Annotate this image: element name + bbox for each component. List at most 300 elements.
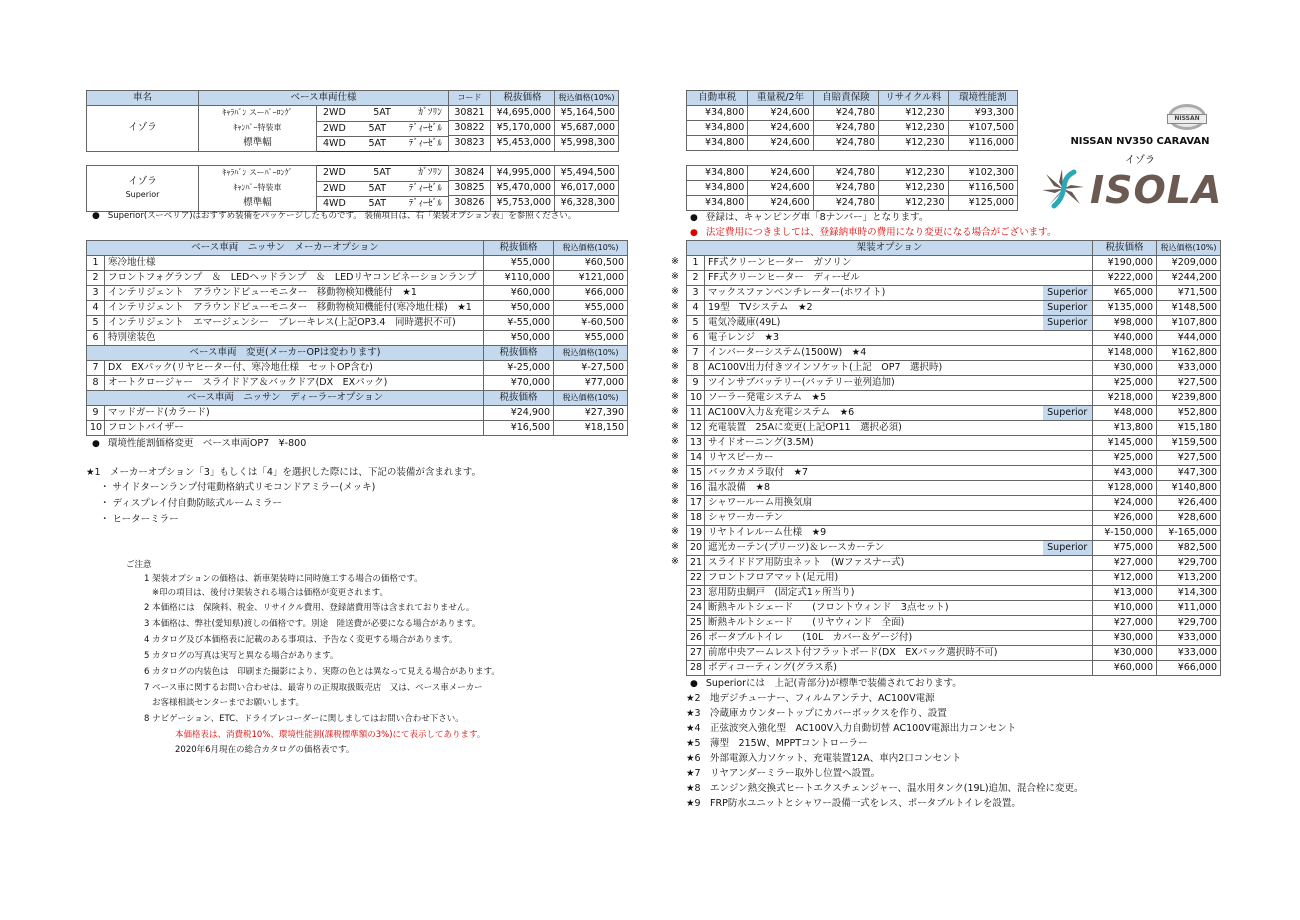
option-name: 前席中央アームレスト付フラットボード(DX EXパック選択時不可): [705, 646, 1043, 661]
option-no: 17: [687, 496, 705, 511]
fee: ¥12,230: [879, 181, 948, 196]
after-install-mark: ※: [671, 556, 679, 567]
option-name: フロントフォグランプ ＆ LEDヘッドランプ ＆ LEDリヤコンビネーションランプ: [105, 271, 484, 286]
after-install-mark: ※: [671, 391, 679, 402]
header-weight-tax: 重量税/2年: [748, 91, 813, 106]
option-price: ¥13,000: [1093, 586, 1157, 601]
caution-line: 2 本価格には 保険料、税金、リサイクル費用、登録諸費用等は含まれておりません。: [144, 603, 475, 613]
option-price: ¥40,000: [1093, 331, 1157, 346]
option-no: 8: [687, 361, 705, 376]
body-options-table: [686, 240, 1221, 676]
body-option-row: [687, 256, 1221, 271]
fee: ¥12,230: [879, 136, 948, 151]
option-price: ¥30,000: [1093, 361, 1157, 376]
caution-line: 4 カタログ及び本価格表に記載のある事項は、予告なく変更する場合があります。: [144, 635, 458, 645]
option-price: ¥222,000: [1093, 271, 1157, 286]
option-no: 7: [87, 361, 105, 376]
drive: 2WD: [323, 167, 346, 178]
star1-item: ・ ヒーターミラー: [100, 514, 179, 525]
star-note: ★7 リヤアンダーミラー取外し位置へ設置。: [686, 768, 881, 779]
fee: ¥12,230: [879, 121, 948, 136]
fees-row: [687, 166, 1018, 181]
spec-drivetrain: [317, 121, 448, 136]
code: 30826: [449, 196, 491, 212]
drive: 2WD: [323, 107, 346, 118]
superior-tag-cell: [1043, 451, 1093, 466]
option-row: [87, 376, 628, 391]
option-price-tax: ¥140,800: [1157, 481, 1221, 496]
body-option-row: [687, 376, 1221, 391]
superior-tag-cell: [1043, 661, 1093, 676]
option-price: ¥135,000: [1093, 301, 1157, 316]
superior-note: ● Superior(スーペリア)はおすすめ装備をパッケージしたものです。 装備項目は、右「架装オプション表」を参照ください。: [92, 209, 576, 224]
header-auto-tax: 自動車税: [687, 91, 748, 106]
option-row: [87, 286, 628, 301]
fuel: ｶﾞｿﾘﾝ: [418, 167, 442, 178]
header-price-tax: 税込価格(10%): [554, 346, 628, 361]
price-tax: ¥6,017,000: [555, 181, 619, 196]
dealer-options-title: ベース車両 ニッサン ディーラーオプション: [87, 391, 484, 406]
fee: ¥24,600: [748, 121, 813, 136]
option-no: 2: [687, 271, 705, 286]
fuel: ﾃﾞｨｰｾﾞﾙ: [408, 137, 442, 149]
car-name-superior: [87, 166, 199, 212]
option-no: 10: [87, 421, 105, 436]
option-no: 15: [687, 466, 705, 481]
option-price-tax: ¥121,000: [554, 271, 628, 286]
fee: ¥34,800: [687, 121, 748, 136]
option-no: 21: [687, 556, 705, 571]
code: 30824: [449, 166, 491, 181]
fee: ¥125,000: [948, 196, 1018, 211]
option-name: シャワールーム用換気扇: [705, 496, 1043, 511]
option-price-tax: ¥13,200: [1157, 571, 1221, 586]
superior-tag-cell: [1043, 331, 1093, 346]
option-name: 遮光カーテン(プリーツ)＆レースカーテン: [705, 541, 1043, 556]
option-row: [87, 271, 628, 286]
option-price: ¥48,000: [1093, 406, 1157, 421]
option-price-tax: ¥33,000: [1157, 361, 1221, 376]
option-price: ¥13,800: [1093, 421, 1157, 436]
base-options-table: [86, 240, 628, 436]
body-option-row: [687, 511, 1221, 526]
fee: ¥24,600: [748, 196, 813, 211]
drive: 2WD: [323, 182, 346, 194]
option-no: 5: [687, 316, 705, 331]
option-no: 24: [687, 601, 705, 616]
header-insurance: 自賠責保険: [813, 91, 878, 106]
superior-tag-cell: [1043, 406, 1093, 421]
option-no: 14: [687, 451, 705, 466]
model-name: NISSAN NV350 CARAVAN: [1070, 136, 1210, 147]
option-name: オートクロージャー スライドドア＆バックドア(DX EXパック): [105, 376, 484, 391]
option-name: インテリジェント アラウンドビューモニター 移動物検知機能付 ★1: [105, 286, 484, 301]
superior-tag-cell: [1043, 436, 1093, 451]
price: ¥4,995,000: [491, 166, 555, 181]
transmission: 5AT: [368, 122, 387, 134]
option-row: [87, 331, 628, 346]
option-no: 12: [687, 421, 705, 436]
price-tax: ¥5,494,500: [555, 166, 619, 181]
option-price-tax: ¥66,000: [1157, 661, 1221, 676]
option-no: 20: [687, 541, 705, 556]
after-install-mark: ※: [671, 286, 679, 297]
isola-logo-text: ISOLA: [1090, 168, 1223, 212]
option-price-tax: ¥11,000: [1157, 601, 1221, 616]
after-install-mark: ※: [671, 376, 679, 387]
option-price: ¥30,000: [1093, 631, 1157, 646]
fuel: ﾃﾞｨｰｾﾞﾙ: [408, 197, 442, 209]
header-price-tax: 税込価格(10%): [554, 241, 628, 256]
registration-note: ● 登録は、キャンピング車「8ナンバー」となります。: [690, 210, 928, 226]
nissan-badge-text: NISSAN: [1167, 114, 1207, 124]
fee: ¥12,230: [879, 196, 948, 211]
option-name: FF式クリーンヒーター ディーゼル: [705, 271, 1043, 286]
option-name: ソーラー発電システム ★5: [705, 391, 1043, 406]
option-price: ¥-25,000: [484, 361, 554, 376]
superior-tag: Superior: [1043, 301, 1093, 315]
fee: ¥116,500: [948, 181, 1018, 196]
star-note: ★5 薄型 215W、MPPTコントローラー: [686, 738, 868, 749]
change-options-title: ベース車両 変更(メーカーOPは変わります): [87, 346, 484, 361]
option-name: シャワーカーテン: [705, 511, 1043, 526]
option-price-tax: ¥159,500: [1157, 436, 1221, 451]
after-install-mark: ※: [671, 331, 679, 342]
option-price-tax: ¥77,000: [554, 376, 628, 391]
env-tax-note: ● 環境性能割価格変更 ベース車両OP7 ¥-800: [92, 436, 306, 452]
option-price-tax: ¥107,800: [1157, 316, 1221, 331]
after-install-mark: ※: [671, 301, 679, 312]
body-option-row: [687, 616, 1221, 631]
after-install-mark: ※: [671, 436, 679, 447]
body-option-row: [687, 361, 1221, 376]
fee: ¥24,600: [748, 181, 813, 196]
header-env-tax: 環境性能割: [948, 91, 1018, 106]
body-option-row: [687, 316, 1221, 331]
body-option-row: [687, 556, 1221, 571]
after-install-mark: ※: [671, 316, 679, 327]
option-no: 26: [687, 631, 705, 646]
option-price: ¥110,000: [484, 271, 554, 286]
spec-line: ｷｬﾗﾊﾞﾝ スーﾊﾟｰﾛﾝｸﾞ: [199, 106, 317, 121]
fee: ¥102,300: [948, 166, 1018, 181]
option-price-tax: ¥27,500: [1157, 376, 1221, 391]
superior-tag-cell: [1043, 496, 1093, 511]
option-name: DX EXパック(リヤヒーター付、寒冷地仕様 セットOP含む): [105, 361, 484, 376]
superior-tag-cell: [1043, 646, 1093, 661]
body-option-row: [687, 526, 1221, 541]
option-name: FF式クリーンヒーター ガソリン: [705, 256, 1043, 271]
header-recycle: リサイクル料: [879, 91, 948, 106]
base-vehicle-table-superior: [86, 165, 619, 212]
option-price-tax: ¥27,390: [554, 406, 628, 421]
option-name: リヤトイレルーム仕様 ★9: [705, 526, 1043, 541]
transmission: 5AT: [373, 167, 391, 178]
spec-line: ｷｬﾗﾊﾞﾝ スーﾊﾟｰﾛﾝｸﾞ: [199, 166, 317, 181]
spec-line: 標準幅: [199, 196, 317, 212]
superior-tag-cell: [1043, 346, 1093, 361]
drive: 2WD: [323, 122, 346, 134]
fee: ¥24,780: [813, 166, 878, 181]
option-price: ¥145,000: [1093, 436, 1157, 451]
option-name: ボディコーティング(グラス系): [705, 661, 1043, 676]
fuel: ｶﾞｿﾘﾝ: [418, 107, 442, 118]
legal-fees-note: ● 法定費用につきましては、登録納車時の費用になり変更になる場合がございます。: [690, 225, 1056, 241]
catalog-date-note: 2020年6月現在の総合カタログの価格表です。: [175, 745, 355, 755]
car-name: イゾラ: [128, 176, 157, 188]
superior-tag-cell: [1043, 601, 1093, 616]
option-no: 2: [87, 271, 105, 286]
header-base-spec: ベース車両仕様: [199, 91, 449, 106]
after-install-mark: ※: [671, 481, 679, 492]
drive: 4WD: [323, 137, 346, 149]
superior-tag-cell: [1043, 571, 1093, 586]
body-option-row: [687, 271, 1221, 286]
superior-tag: Superior: [1043, 541, 1093, 555]
fee: ¥24,600: [748, 166, 813, 181]
star1-item: ・ サイドターンランプ付電動格納式リモコンドアミラー(メッキ): [100, 482, 376, 493]
star-note: ★8 エンジン熱交換式ヒートエクスチェンジャー、温水用タンク(19L)追加、混合栓に変更。: [686, 783, 1084, 794]
body-option-row: [687, 421, 1221, 436]
option-price: ¥12,000: [1093, 571, 1157, 586]
star-note: ★9 FRP防水ユニットとシャワー設備一式をレス、ポータブルトイレを設置。: [686, 798, 1021, 809]
superior-standard-note: ● Superiorには 上記(青部分)が標準で装備されております。: [690, 676, 962, 692]
superior-tag-cell: [1043, 391, 1093, 406]
option-no: 4: [87, 301, 105, 316]
superior-tag-cell: [1043, 631, 1093, 646]
fuel: ﾃﾞｨｰｾﾞﾙ: [408, 122, 442, 134]
header-price: 税抜価格: [491, 91, 555, 106]
fee: ¥24,780: [813, 121, 878, 136]
body-option-row: [687, 631, 1221, 646]
superior-tag: Superior: [1043, 286, 1093, 300]
after-install-mark: ※: [671, 541, 679, 552]
body-option-row: [687, 601, 1221, 616]
option-price: ¥218,000: [1093, 391, 1157, 406]
body-option-row: [687, 406, 1221, 421]
option-no: 25: [687, 616, 705, 631]
option-price-tax: ¥239,800: [1157, 391, 1221, 406]
fees-row: [687, 196, 1018, 211]
body-option-row: [687, 451, 1221, 466]
option-price: ¥25,000: [1093, 451, 1157, 466]
fee: ¥24,780: [813, 136, 878, 151]
superior-tag-cell: [1043, 421, 1093, 436]
option-price: ¥75,000: [1093, 541, 1157, 556]
after-install-mark: ※: [671, 406, 679, 417]
option-price-tax: ¥29,700: [1157, 616, 1221, 631]
option-price: ¥16,500: [484, 421, 554, 436]
option-price-tax: ¥-165,000: [1157, 526, 1221, 541]
fee: ¥34,800: [687, 106, 748, 121]
option-no: 3: [687, 286, 705, 301]
option-price: ¥98,000: [1093, 316, 1157, 331]
header-price-tax: 税込価格(10%): [1157, 241, 1221, 256]
after-install-mark: ※: [671, 496, 679, 507]
superior-tag-cell: [1043, 361, 1093, 376]
fee: ¥34,800: [687, 196, 748, 211]
caution-line: 8 ナビゲーション、ETC、ドライブレコーダーに関しましてはお問い合わせ下さい。: [144, 714, 464, 724]
transmission: 5AT: [373, 107, 391, 118]
isola-logo-mark-icon: [1040, 166, 1086, 212]
option-price-tax: ¥28,600: [1157, 511, 1221, 526]
after-install-mark: ※: [671, 421, 679, 432]
option-no: 8: [87, 376, 105, 391]
body-option-row: [687, 466, 1221, 481]
option-price: ¥60,000: [484, 286, 554, 301]
option-price: ¥-55,000: [484, 316, 554, 331]
option-price-tax: ¥55,000: [554, 301, 628, 316]
option-no: 27: [687, 646, 705, 661]
option-name: 特別塗装色: [105, 331, 484, 346]
option-price-tax: ¥52,800: [1157, 406, 1221, 421]
option-price-tax: ¥29,700: [1157, 556, 1221, 571]
spec-drivetrain: [317, 166, 448, 180]
after-install-mark: ※: [671, 361, 679, 372]
option-no: 9: [87, 406, 105, 421]
option-name: 電気冷蔵庫(49L): [705, 316, 1043, 331]
superior-tag-cell: [1043, 286, 1093, 301]
option-price-tax: ¥33,000: [1157, 646, 1221, 661]
option-name: 19型 TVシステム ★2: [705, 301, 1043, 316]
option-price: ¥30,000: [1093, 646, 1157, 661]
model-kana: イゾラ: [1125, 155, 1155, 166]
option-no: 13: [687, 436, 705, 451]
option-price-tax: ¥209,000: [1157, 256, 1221, 271]
code: 30822: [449, 121, 491, 136]
price: ¥5,170,000: [491, 121, 555, 136]
superior-tag-cell: [1043, 481, 1093, 496]
body-option-row: [687, 571, 1221, 586]
option-no: 6: [87, 331, 105, 346]
after-install-mark: ※: [671, 466, 679, 477]
star-note: ★3 冷蔵庫カウンタートップにカバーボックスを作り、設置: [686, 708, 947, 719]
fee: ¥24,600: [748, 136, 813, 151]
body-option-row: [687, 286, 1221, 301]
header-price-tax: 税込価格(10%): [555, 91, 619, 106]
after-install-mark: ※: [671, 526, 679, 537]
option-no: 18: [687, 511, 705, 526]
after-install-mark: ※: [671, 451, 679, 462]
price-tax: ¥5,687,000: [555, 121, 619, 136]
option-row: [87, 301, 628, 316]
option-price-tax: ¥27,500: [1157, 451, 1221, 466]
body-option-row: [687, 436, 1221, 451]
option-no: 23: [687, 586, 705, 601]
option-no: 5: [87, 316, 105, 331]
fee: ¥107,500: [948, 121, 1018, 136]
body-option-row: [687, 391, 1221, 406]
option-price: ¥25,000: [1093, 376, 1157, 391]
option-price: ¥50,000: [484, 301, 554, 316]
superior-tag-cell: [1043, 376, 1093, 391]
car-name: イゾラ: [87, 106, 199, 152]
fees-row: [687, 106, 1018, 121]
option-price: ¥10,000: [1093, 601, 1157, 616]
option-name: AC100V出力付きツインソケット(上記 OP7 選択時): [705, 361, 1043, 376]
superior-tag-cell: [1043, 301, 1093, 316]
option-name: ツインサブバッテリー(バッテリー並列追加): [705, 376, 1043, 391]
body-option-row: [687, 346, 1221, 361]
maker-options-title: ベース車両 ニッサン メーカーオプション: [87, 241, 484, 256]
header-price: 税抜価格: [484, 241, 554, 256]
after-install-mark: ※: [671, 511, 679, 522]
option-price-tax: ¥-27,500: [554, 361, 628, 376]
cautions-title: ご注意: [126, 560, 152, 570]
header-code: コード: [449, 91, 491, 106]
option-price-tax: ¥47,300: [1157, 466, 1221, 481]
option-price-tax: ¥18,150: [554, 421, 628, 436]
option-no: 22: [687, 571, 705, 586]
superior-tag-cell: [1043, 526, 1093, 541]
fee: ¥12,230: [879, 166, 948, 181]
body-option-row: [687, 496, 1221, 511]
body-option-row: [687, 331, 1221, 346]
option-no: 10: [687, 391, 705, 406]
grade-name: Superior: [125, 190, 160, 200]
option-name: 窓用防虫網戸 (固定式1ヶ所当り): [705, 586, 1043, 601]
option-price: ¥27,000: [1093, 556, 1157, 571]
option-price-tax: ¥82,500: [1157, 541, 1221, 556]
option-no: 11: [687, 406, 705, 421]
option-name: マックスファンベンチレーター(ホワイト): [705, 286, 1043, 301]
option-price-tax: ¥60,500: [554, 256, 628, 271]
option-no: 16: [687, 481, 705, 496]
fees-table-2: [686, 165, 1018, 211]
caution-line: 5 カタログの写真は実写と異なる場合があります。: [144, 651, 339, 661]
header-price-tax: 税込価格(10%): [554, 391, 628, 406]
option-price: ¥55,000: [484, 256, 554, 271]
option-no: 3: [87, 286, 105, 301]
option-no: 1: [687, 256, 705, 271]
fuel: ﾃﾞｨｰｾﾞﾙ: [408, 182, 442, 194]
transmission: 5AT: [368, 197, 387, 209]
star1-title: ★1 メーカーオプション「3」もしくは「4」を選択した際には、下記の装備が含まれます。: [86, 467, 482, 478]
option-name: スライドドア用防虫ネット (Wファスナー式): [705, 556, 1043, 571]
option-row: [87, 421, 628, 436]
header-price: 税抜価格: [484, 391, 554, 406]
header-price: 税抜価格: [1093, 241, 1157, 256]
spec-drivetrain: [317, 106, 448, 120]
caution-line: お客様相談センターまでお願いします。: [152, 698, 304, 708]
option-price-tax: ¥148,500: [1157, 301, 1221, 316]
option-name: 温水設備 ★8: [705, 481, 1043, 496]
star1-item: ・ ディスプレイ付自動防眩式ルームミラー: [100, 498, 282, 509]
option-price-tax: ¥244,200: [1157, 271, 1221, 286]
drive: 4WD: [323, 197, 346, 209]
fees-table-1: [686, 90, 1018, 151]
body-option-row: [687, 661, 1221, 676]
option-price-tax: ¥55,000: [554, 331, 628, 346]
option-price-tax: ¥66,000: [554, 286, 628, 301]
body-option-row: [687, 646, 1221, 661]
body-option-row: [687, 481, 1221, 496]
option-name: 電子レンジ ★3: [705, 331, 1043, 346]
option-name: 断熱キルトシェード (フロントウィンド 3点セット): [705, 601, 1043, 616]
caution-line: 3 本価格は、弊社(愛知県)渡しの価格です。別途 陸送費が必要になる場合があります。: [144, 619, 481, 629]
option-name: フロントバイザー: [105, 421, 484, 436]
option-name: インバーターシステム(1500W) ★4: [705, 346, 1043, 361]
tax-display-note: 本価格表は、消費税10%、環境性能割(課税標準額の3%)にて表示してあります。: [175, 730, 486, 740]
spec-drivetrain: [317, 136, 448, 151]
option-price-tax: ¥-60,500: [554, 316, 628, 331]
spec-line: ｷｬﾝﾊﾟｰ特装車: [199, 181, 317, 196]
fee: ¥24,780: [813, 196, 878, 211]
option-name: リヤスピーカー: [705, 451, 1043, 466]
body-option-row: [687, 586, 1221, 601]
after-install-mark: ※: [671, 271, 679, 282]
body-option-row: [687, 541, 1221, 556]
